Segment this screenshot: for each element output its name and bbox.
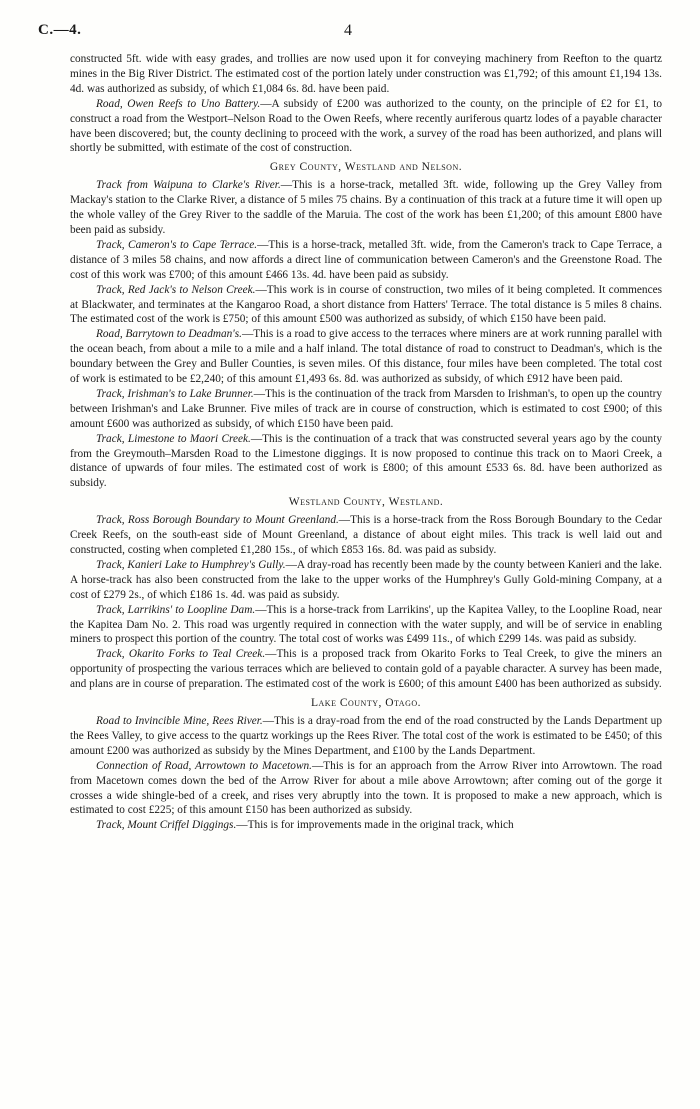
paragraph [70,178,662,238]
paragraph [70,387,662,432]
paragraph-text: —This is a horse-track, metalled 3ft. wide, following up the Grey Valley from Mackay's station to the Clarke River, a distance of 5 miles 75 chains. By a continuation of this track at a future time it will open up the whole valley of the Grey River to the saddle of the Maruia. The cost of the work has been £1,200; of this amount £800 have been paid as subsidy. [70,179,662,236]
paragraph [70,647,662,692]
paragraph-title: Track, Cameron's to Cape Terrace. [96,238,258,251]
paragraph-title: Track, Okarito Forks to Teal Creek. [96,648,266,661]
paragraph [70,558,662,603]
paragraph-text: —This is for improvements made in the original track, which [236,819,514,832]
paragraph-text: —This is a proposed track from Okarito Forks to Teal Creek, to give the miners an opportunity of prospecting the various terraces which are believed to contain gold of a payable character. A survey has been made, and plans are in course of preparation. The estimated cost of the work is £600; of this amount £400 has been authorized as subsidy. [70,648,662,691]
page-number: 4 [344,22,352,39]
paragraph [70,238,662,283]
paragraph-title: Track, Larrikins' to Loopline Dam. [96,603,256,616]
paragraph-text: —This is a road to give access to the terraces where miners are at work running parallel with the ocean beach, from about a mile to a mile and a half inland. The total distance of road to construct to Deadman's, which is the boundary between the Grey and Buller Counties, is seven miles. Of this distance, four miles have been completed. The total cost of work is estimated to be £2,240; of this amount £1,493 6s. 8d. was authorized as subsidy, of which £912 have been paid. [70,328,662,386]
paragraph-text: —This is for an approach from the Arrow River into Arrowtown. The road from Macetown comes down the bed of the Arrow River for about a mile above Arrowtown; after coming out of the gorge it crosses a wide shingle-bed of a creek, and rises very abruptly into the town. It is proposed to make a new approach, which is estimated to cost £225; of this amount £150 has been authorized as subsidy. [70,759,662,817]
paragraph-text: —This is the continuation of a track that was constructed several years ago by the county from the Greymouth–Marsden Road to the Limestone diggings. It is now proposed to continue this track on to Maori Creek, a distance of upwards of four miles. The estimated cost of work is £800; of this amount £533 6s. 8d. have been authorized as subsidy. [70,432,662,490]
paragraph [70,513,662,558]
paragraph-text: —A dray-road has recently been made by the county between Kanieri and the lake. A horse-track has also been constructed from the lake to the upper works of the Humphrey's Gully Gold-mining Company, at a cost of £279 2s., of which £186 1s. 4d. was paid as subsidy. [70,558,662,601]
paragraph [70,603,662,648]
paragraph-text: —This is a horse-track from the Ross Borough Boundary to the Cedar Creek Reefs, on the south-east side of Mount Greenland, a distance of about eight miles. This track is well laid out and constructed, costing when completed £1,280 15s., of which £853 16s. 8d. was paid as subsidy. [70,514,662,556]
paragraph-title: Track, Mount Criffel Diggings. [96,819,237,832]
paragraph-title: Track, Limestone to Maori Creek. [96,432,251,445]
document-body [70,52,662,833]
paragraph-title: Track, Irishman's to Lake Brunner. [96,387,254,400]
section-heading-westland: Westland County, Westland. [288,496,444,509]
paragraph [70,759,662,819]
paragraph-title: Track, Red Jack's to Nelson Creek. [96,283,256,296]
paragraph-text: —This is a horse-track, metalled 3ft. wide, from the Cameron's track to Cape Terrace, a distance of 3 miles 58 chains, and now affords a direct line of communication between Cameron's and the Greenstone Road. The cost of this work was £700; of this amount £466 13s. 4d. have been paid as subsidy. [70,238,663,281]
paragraph-title: Connection of Road, Arrowtown to Macetown. [96,759,312,772]
paragraph-title: Track, Kanieri Lake to Humphrey's Gully. [96,558,286,571]
paragraph [70,432,662,492]
paragraph-title: Track, Ross Borough Boundary to Mount Greenland. [96,514,339,527]
paragraph-text: —This is a horse-track from Larrikins', up the Kapitea Valley, to the Loopline Road, near the Kapitea Dam No. 2. This road was urgently required in connection with the water supply, and will be of service in enabling miners to prospect this portion of the country. The total cost of works was £499 11s., of which £299 14s. was paid as subsidy. [70,603,662,646]
paragraph-text: —This is a dray-road from the end of the road constructed by the Lands Department up the Rees Valley, to give access to the quartz workings up the Rees River. The total cost of the work is estimated to be £450; of this amount £200 was authorized as subsidy by the Mines Department, and £100 by the Lands Department. [70,714,662,757]
paragraph-text: —This work is in course of construction, two miles of it being completed. It commences at Blackwater, and terminates at the Kangaroo Road, a short distance from Hatters' Terrace. The total distance is 5 miles 8 chains. The estimated cost of the work is £750; of this amount £500 was authorized as subsidy, of which £150 have been paid. [70,283,662,326]
paragraph [70,283,662,328]
section-heading-lake: Lake County, Otago. [310,697,421,710]
paragraph-title: Road, Owen Reefs to Uno Battery. [96,97,261,110]
paragraph-title: Road to Invincible Mine, Rees River. [96,714,263,727]
paragraph [70,714,662,759]
paragraph [70,327,662,387]
intro-paragraph: constructed 5ft. wide with easy grades, and trollies are now used upon it for conveying machinery from Reefton to the quartz mines in the Big River District. The estimated cost of the portion lately under construction was £1,792; of this amount £1,194 13s. 4d. was authorized as subsidy, of which £1,084 6s. 8d. have been paid. [70,53,662,95]
section-heading-grey: Grey County, Westland and Nelson. [269,161,463,174]
document-reference: C.—4. [38,22,82,38]
paragraph-title: Track from Waipuna to Clarke's River. [96,179,281,192]
paragraph-title: Road, Barrytown to Deadman's. [96,328,242,341]
paragraph-text: —This is the continuation of the track from Marsden to Irishman's, to open up the country between Irishman's and Lake Brunner. Five miles of track are in course of construction, which is estimated to cost £900; of this amount £600 was authorized as subsidy, of which £150 have been paid. [70,387,662,430]
paragraph [70,97,662,157]
paragraph [70,818,662,833]
paragraph-text: —A subsidy of £200 was authorized to the county, on the principle of £2 for £1, to construct a road from the Westport–Nelson Road to the Owen Reefs, where recently auriferous quartz lodes of a payable character have been discovered; but, the county declining to proceed with the work, a survey of the road has been authorized, and plans will shortly be submitted, with estimate of the cost of construction. [70,97,662,155]
